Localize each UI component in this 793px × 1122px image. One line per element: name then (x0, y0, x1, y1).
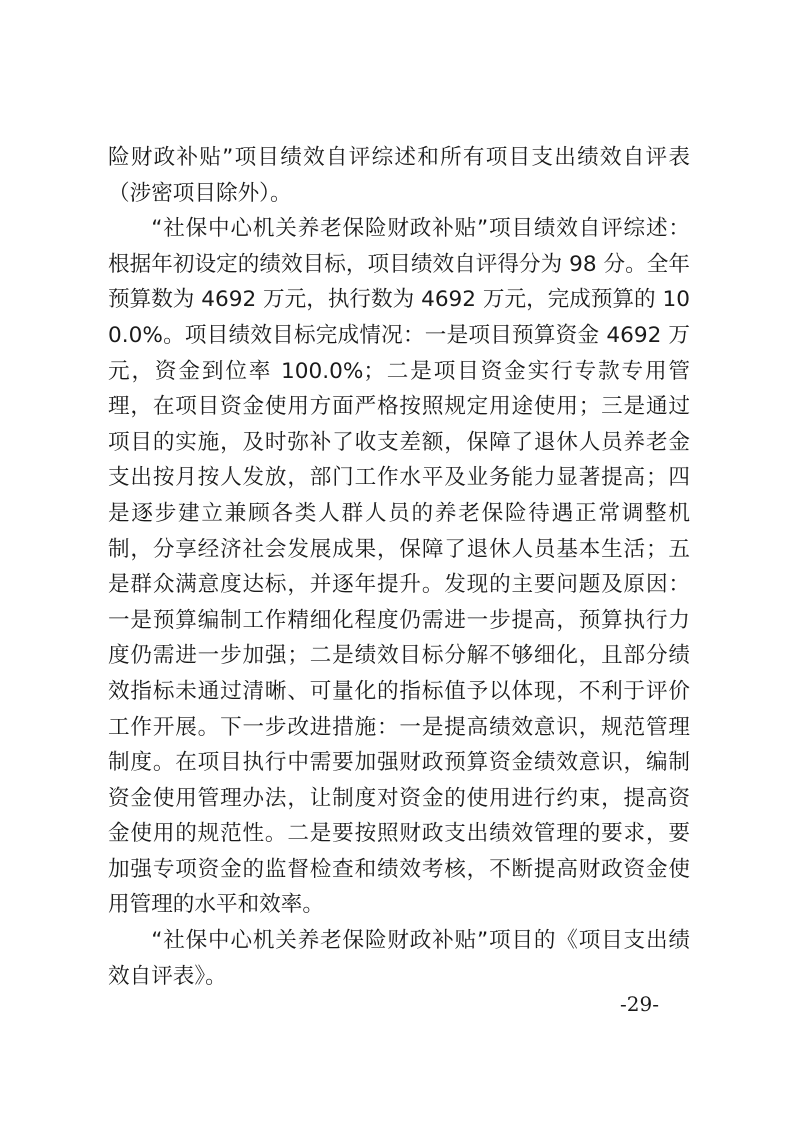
paragraph-continuation: 险财政补贴”项目绩效自评综述和所有项目支出绩效自评表（涉密项目除外）。 (108, 145, 690, 206)
paragraph-performance-summary: “社保中心机关养老保险财政补贴”项目绩效自评综述：根据年初设定的绩效目标，项目绩效自评得分为 98 分。全年预算数为 4692 万元，执行数为 4692 万元，完成预算的 100.0%。项目绩效目标完成情况：一是项目预算资金 4692 万元，资金到位率 100.0%；二是项目资金实行专款专用管理，在项目资金使用方面严格按照规定用途使用；三是通过项目的实施，及时弥补了收支差额，保障了退休人员养老金支出按月按人发放，部门工作水平及业务能力显著提高；四是逐步建立兼顾各类人群人员的养老保险待遇正常调整机制，分享经济社会发展成果，保障了退休人员基本生活；五是群众满意度达标，并逐年提升。发现的主要问题及原因：一是预算编制工作精细化程度仍需进一步提高，预算执行力度仍需进一步加强；二是绩效目标分解不够细化，且部分绩效指标未通过清晰、可量化的指标值予以体现，不利于评价工作开展。下一步改进措施：一是提高绩效意识，规范管理制度。在项目执行中需要加强财政预算资金绩效意识，编制资金使用管理办法，让制度对资金的使用进行约束，提高资金使用的规范性。二是要按照财政支出绩效管理的要求，要加强专项资金的监督检查和绩效考核，不断提高财政资金使用管理的水平和效率。 (108, 216, 690, 918)
paragraph-self-evaluation-form: “社保中心机关养老保险财政补贴”项目的《项目支出绩效自评表》。 (108, 928, 690, 989)
page-number: -29- (620, 992, 659, 1016)
document-body (108, 140, 690, 994)
